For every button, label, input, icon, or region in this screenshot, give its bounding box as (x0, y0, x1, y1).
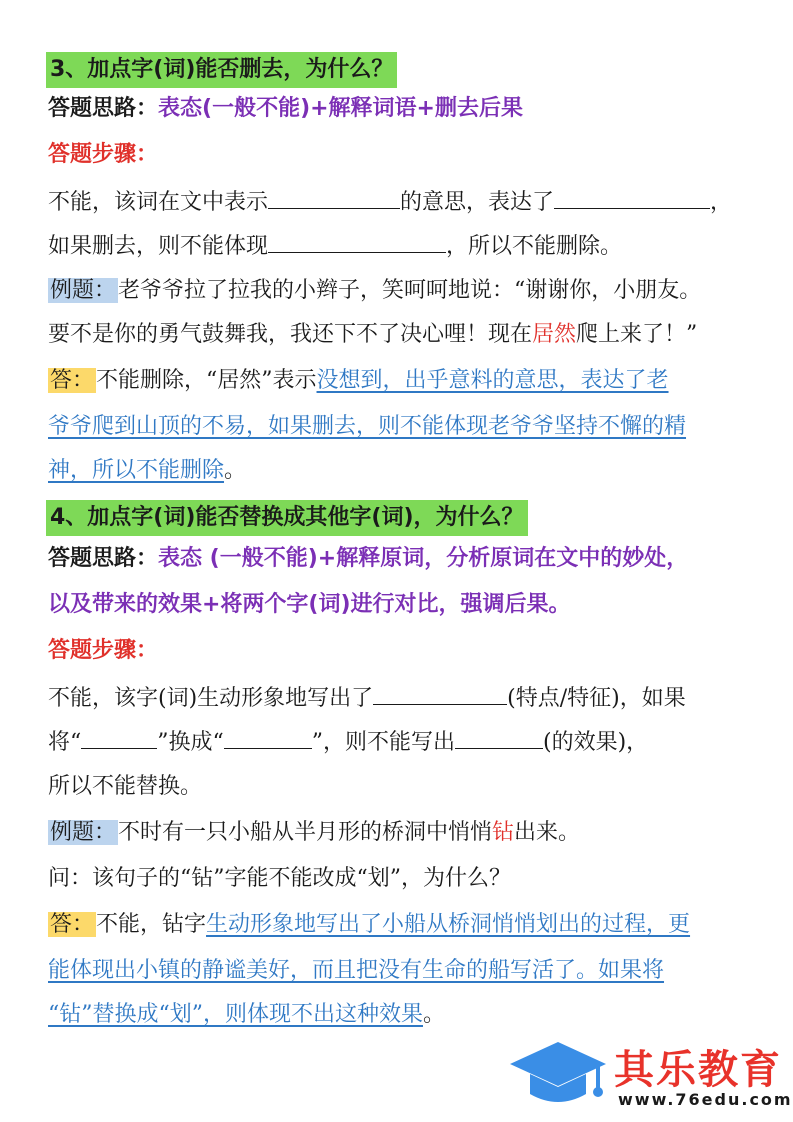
steps-text: 不能，该词在文中表示 (48, 190, 269, 215)
example-text: 要不是你的勇气鼓舞我，我还下不了决心哩！现在 (48, 322, 533, 347)
section3-example-line2 (48, 318, 697, 352)
question-text: 问：该句子的“钻”字能不能改成“划”，为什么？ (48, 866, 511, 891)
section4-question (48, 862, 511, 896)
section4-example (48, 816, 580, 850)
approach-text: 表态 (一般不能)+解释原词，分析原词在文中的妙处， (158, 546, 689, 571)
marked-word: 居然 (532, 322, 577, 347)
steps-text: ，所以不能删除。 (446, 234, 623, 259)
section4-steps-label (48, 634, 158, 668)
steps-text: 如果删去，则不能体现 (48, 234, 269, 259)
example-text: 不时有一只小船从半月形的桥洞中悄悄 (118, 820, 493, 845)
fill-blank (373, 680, 507, 705)
steps-text: (特点/特征)，如果 (507, 686, 686, 711)
answer-text: 。 (423, 1002, 446, 1027)
approach-text: 以及带来的效果+将两个字(词)进行对比，强调后果。 (48, 592, 571, 617)
section3-answer-line1 (48, 364, 669, 398)
approach-label: 答题思路： (48, 546, 159, 571)
section4-steps-line1 (48, 680, 686, 716)
brand-name: 其乐教育 (614, 1047, 782, 1093)
answer-highlight: 生动形象地写出了小船从桥洞悄悄划出的过程，更 (206, 912, 691, 937)
approach-text: 表态(一般不能)+解释词语+删去后果 (158, 96, 523, 121)
section4-approach-line2 (48, 588, 571, 622)
section3-answer-line3 (48, 454, 246, 488)
example-text: 出来。 (514, 820, 581, 845)
fill-blank (224, 724, 312, 749)
answer-highlight: 神，所以不能删除 (48, 458, 225, 483)
section3-approach (48, 92, 523, 126)
graduation-cap-icon (508, 1034, 608, 1114)
steps-text: ， (710, 190, 733, 215)
answer-highlight: “钻”替换成“划”，则体现不出这种效果 (48, 1002, 423, 1027)
example-text: 爬上来了！” (576, 322, 698, 347)
steps-text: ”，则不能写出 (311, 730, 455, 755)
example-text: 老爷爷拉了拉我的小辫子，笑呵呵地说：“谢谢你，小朋友。 (118, 278, 702, 303)
section3-answer-line2 (48, 410, 686, 444)
section3-steps-label (48, 138, 158, 172)
example-label: 例题： (50, 278, 117, 303)
section3-steps-line1 (48, 184, 732, 220)
answer-text: 不能删除，“居然”表示 (96, 368, 317, 393)
example-label: 例题： (50, 820, 117, 845)
section3-heading: 3、加点字(词)能否删去，为什么？ (46, 52, 397, 88)
steps-text: (的效果)， (543, 730, 649, 755)
steps-text: ”换成“ (157, 730, 224, 755)
fill-blank (554, 184, 710, 209)
steps-text: 所以不能替换。 (48, 774, 203, 799)
section3-example-line1 (48, 274, 701, 308)
steps-text: 的意思，表达了 (400, 190, 555, 215)
answer-label: 答： (50, 368, 95, 393)
section4-heading: 4、加点字(词)能否替换成其他字(词)，为什么？ (46, 500, 528, 536)
steps-label: 答题步骤： (48, 638, 159, 663)
section4-steps-line2 (48, 724, 648, 760)
steps-text: 将“ (48, 730, 82, 755)
section4-answer-line3 (48, 998, 445, 1032)
approach-label: 答题思路： (48, 96, 159, 121)
answer-highlight: 没想到，出乎意料的意思，表达了老 (316, 368, 669, 393)
steps-label: 答题步骤： (48, 142, 159, 167)
answer-text: 不能，钻字 (96, 912, 207, 937)
brand-logo (508, 1034, 793, 1114)
answer-highlight: 能体现出小镇的静谧美好，而且把没有生命的船写活了。如果将 (48, 958, 665, 983)
section4-answer-line2 (48, 954, 664, 988)
answer-highlight: 爷爷爬到山顶的不易，如果删去，则不能体现老爷爷坚持不懈的精 (48, 414, 687, 439)
fill-blank (268, 228, 446, 253)
brand-url: www.76edu.com (618, 1090, 793, 1109)
section4-approach-line1 (48, 542, 688, 576)
marked-word: 钻 (492, 820, 515, 845)
section3-steps-line2 (48, 228, 622, 264)
fill-blank (268, 184, 400, 209)
answer-text: 。 (224, 458, 247, 483)
section4-answer-line1 (48, 908, 690, 942)
section4-steps-line3 (48, 770, 202, 804)
fill-blank (455, 724, 543, 749)
fill-blank (81, 724, 157, 749)
answer-label: 答： (50, 912, 95, 937)
steps-text: 不能，该字(词)生动形象地写出了 (48, 686, 374, 711)
